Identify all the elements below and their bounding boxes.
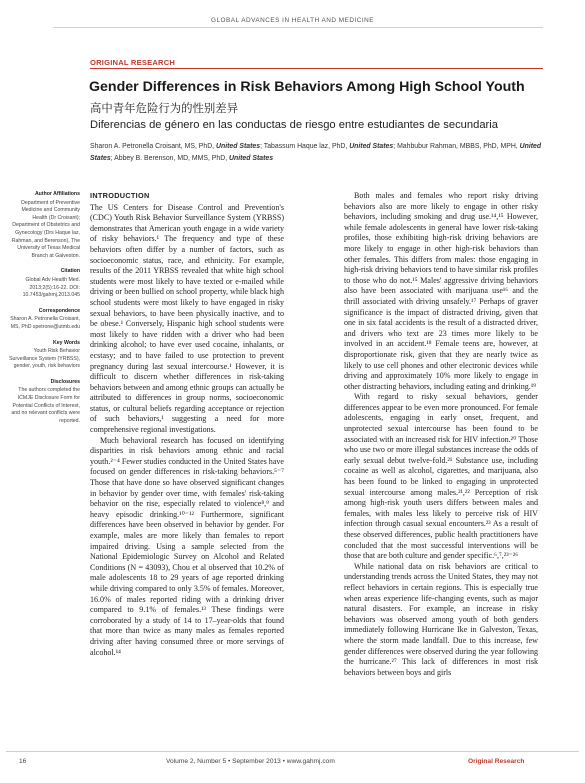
disclosures-heading: Disclosures [50, 378, 80, 385]
citation-heading: Citation [60, 268, 80, 275]
section-divider [90, 68, 543, 69]
article-title: Gender Differences in Risk Behaviors Among High School Youth [89, 79, 525, 95]
author-3: ; Mahbubur Rahman, [393, 143, 458, 150]
body-paragraph: Much behavioral research has focused on identifying disparities in risk behaviors among ethnic and racial youth.²⁻⁴ Fewer studies conducted in the United States have focused on gender differences in risk-taking behaviors.⁵⁻⁷ Those that have done so have observed significant changes in behavior by gender over time, with females' risk-taking behavior on the rise, especially related to violence⁸,⁹ and heavy episodic drinking.¹⁰⁻¹² Furthermore, significant differences have been observed in behavior by gender. For example, males are more likely than females to report impaired driving. Using a sample selected from the National Epidemiologic Survey on Alcohol and Related Conditions (N = 43093), Chou et al observed that 10.2% of male adolescents 18 to 29 years of age reported drinking while driving compared to only 3.5% of females. Moreover, 16.0% of males reported riding with a drinking driver compared to 9.1% of females.¹³ These findings were corroborated by a study of 14 to 17–year-olds that found that more than twice as many males as females reported driving after having consumed three or more servings of alcohol.¹⁴ [90, 435, 284, 657]
page-number: 16 [19, 758, 27, 765]
author-1: Sharon A. Petronella Croisant, MS, PhD, [90, 143, 215, 150]
body-column-right [344, 191, 538, 678]
author-3-degrees: MBBS, PhD, MPH, [459, 143, 518, 150]
introduction-heading: INTRODUCTION [90, 191, 150, 200]
affiliations-heading: Author Affiliations [34, 191, 80, 197]
citation-block [6, 268, 80, 299]
author-list [90, 141, 542, 165]
correspondence-heading: Correspondence [38, 307, 80, 314]
journal-info: Volume 2, Number 5 • September 2013 • www.gahmj.com [166, 758, 335, 765]
article-info-sidebar [6, 191, 80, 433]
correspondence-text[interactable]: Sharon A. Petronella Croisant, MS, PhD spetrone@utmb.edu [10, 316, 80, 330]
affiliations-block [6, 191, 80, 260]
body-paragraph: With regard to risky sexual behaviors, gender differences appear to be even more pronounced. For female adolescents, engaging in early onset, frequent, and unprotected sexual intercourse has been found to be associated with an increased risk for HIV infection.²⁰ Those who use two or more illegal substances increase the odds of early sexual debut twelve-fold.²¹ Substance use, including cocaine as well as alcohol, cigarettes, and marijuana, also has been found to be linked to engaging in unprotected sexual intercourse among males.²¹,²² Perception of risk among high-risk youth users differs between males and females, with males less likely to perceive risk of HIV infection through casual sexual encounters.²³ As a result of these observed differences, public health practitioners have concluded that the most successful interventions will be those that are both culture and gender specific.⁶,⁷,²³⁻²⁶ [344, 392, 538, 561]
running-head: GLOBAL ADVANCES IN HEALTH AND MEDICINE [210, 17, 375, 24]
body-paragraph: The US Centers for Disease Control and Prevention's (CDC) Youth Risk Behavior Surveillance System (YRBSS) demonstrates that American youth engage in a wide variety of risky behaviors.¹ The frequency and type of these behaviors often differ by a number of factors, such as socioeconomic status, race, and ethnicity. For example, results of the 2011 YRBSS revealed that white high school students were most likely to have texted or e-mailed while driving or been bullied on school property, while black high school students were most likely to have engaged in risky sexual behaviors, to have been physically inactive, and to be obese.¹ Conversely, Hispanic high school students were most likely to have ridden with a driver who had been drinking alcohol; to have ever used cocaine, inhalants, or ecstasy; and to have failed to use protection to prevent pregnancy during last sexual intercourse.¹ However, it is difficult to discern whether differences in risk-taking behaviors between and among ethnic groups can actually be attributed to differences in group norms, socioeconomic status, or cultural beliefs regarding acceptance or rejection of such behaviors,¹ suggesting a need for more comprehensive regional investigations. [90, 202, 284, 435]
body-paragraph: Both males and females who report risky driving behaviors also are more likely to engage in other risky behaviors, including smoking and drug use.¹⁴,¹⁵ However, while female adolescents in general have lower risk-taking profiles, those exhibiting high-risk driving behaviors are more likely to engage in other high-risk behaviors than other females. This differs from males: those engaging in high-risk driving behaviors tend to have similar risk profiles to those who do not.¹⁵ Males' aggressive driving behaviors also have been associated with marijuana use¹⁶ and the thrill associated with driving unsafely.¹⁷ Perhaps of graver significance is the impact of distracted driving, given that one in six fatal accidents is the result of a distracted driver, and drivers who text are 23 times more likely to be involved in an accident.¹⁸ Female teens are, however, at disproportionate risk, given that they are nearly twice as likely to use cell phones and other electronic devices while driving and approximately 10% more likely to engage in other distracting behaviors, including eating and drinking.¹⁹ [344, 191, 538, 391]
correspondence-block [6, 308, 80, 332]
author-2: ; Tabassum Haque laz, PhD, [260, 143, 348, 150]
keywords-block [6, 340, 80, 371]
footer-divider [6, 751, 579, 752]
article-title-chinese: 高中青年危险行为的性别差异 [90, 103, 239, 115]
author-3-location: United States [90, 143, 542, 162]
affiliations-text: Department of Preventive Medicine and Community Health (Dr Croisant); Department of Obstetrics and Gynecology (Drs Haque laz, Rahman, and Berenson), The University of Texas Medical Branch at Galveston. [11, 199, 80, 259]
author-2-location: United States [349, 143, 394, 150]
header-divider [53, 27, 543, 28]
body-paragraph: While national data on risk behaviors are critical to understanding trends across the United States, they may not reflect behaviors in certain regions. This is especially true when areas experience life-changing events, such as major natural disasters. For example, an increase in risky behaviors was observed among youth of both genders immediately following Hurricane Ike in Galveston, Texas, where the storm made landfall. Due to this increase, few gender differences were observed during the year following the hurricane.²⁷ This lack of differences in most risk behaviors between boys and girls [344, 561, 538, 677]
keywords-heading: Key Words [52, 339, 80, 346]
disclosures-block [6, 379, 80, 426]
author-4-location: United States [229, 155, 274, 162]
author-4: ; Abbey B. Berenson, MD, MMS, PhD, [110, 155, 228, 162]
keywords-text: Youth Risk Behavior Surveillance System (YRBSS), gender, youth, risk behaviors [9, 348, 80, 370]
footer-section-label: Original Research [468, 758, 525, 765]
author-1-location: United States [216, 143, 261, 150]
citation-text: Global Adv Health Med. 2013;2(5):16-22. DOI: 10.7453/gahmj.2013.045 [22, 276, 80, 299]
disclosures-text: The authors completed the ICMJE Disclosure Form for Potential Conflicts of Interest, and no relevant conflicts were reported. [11, 387, 80, 424]
section-label: ORIGINAL RESEARCH [90, 58, 176, 67]
article-title-spanish: Diferencias de género en las conductas de riesgo entre estudiantes de secundaria [90, 119, 498, 131]
body-column-left [90, 191, 284, 658]
